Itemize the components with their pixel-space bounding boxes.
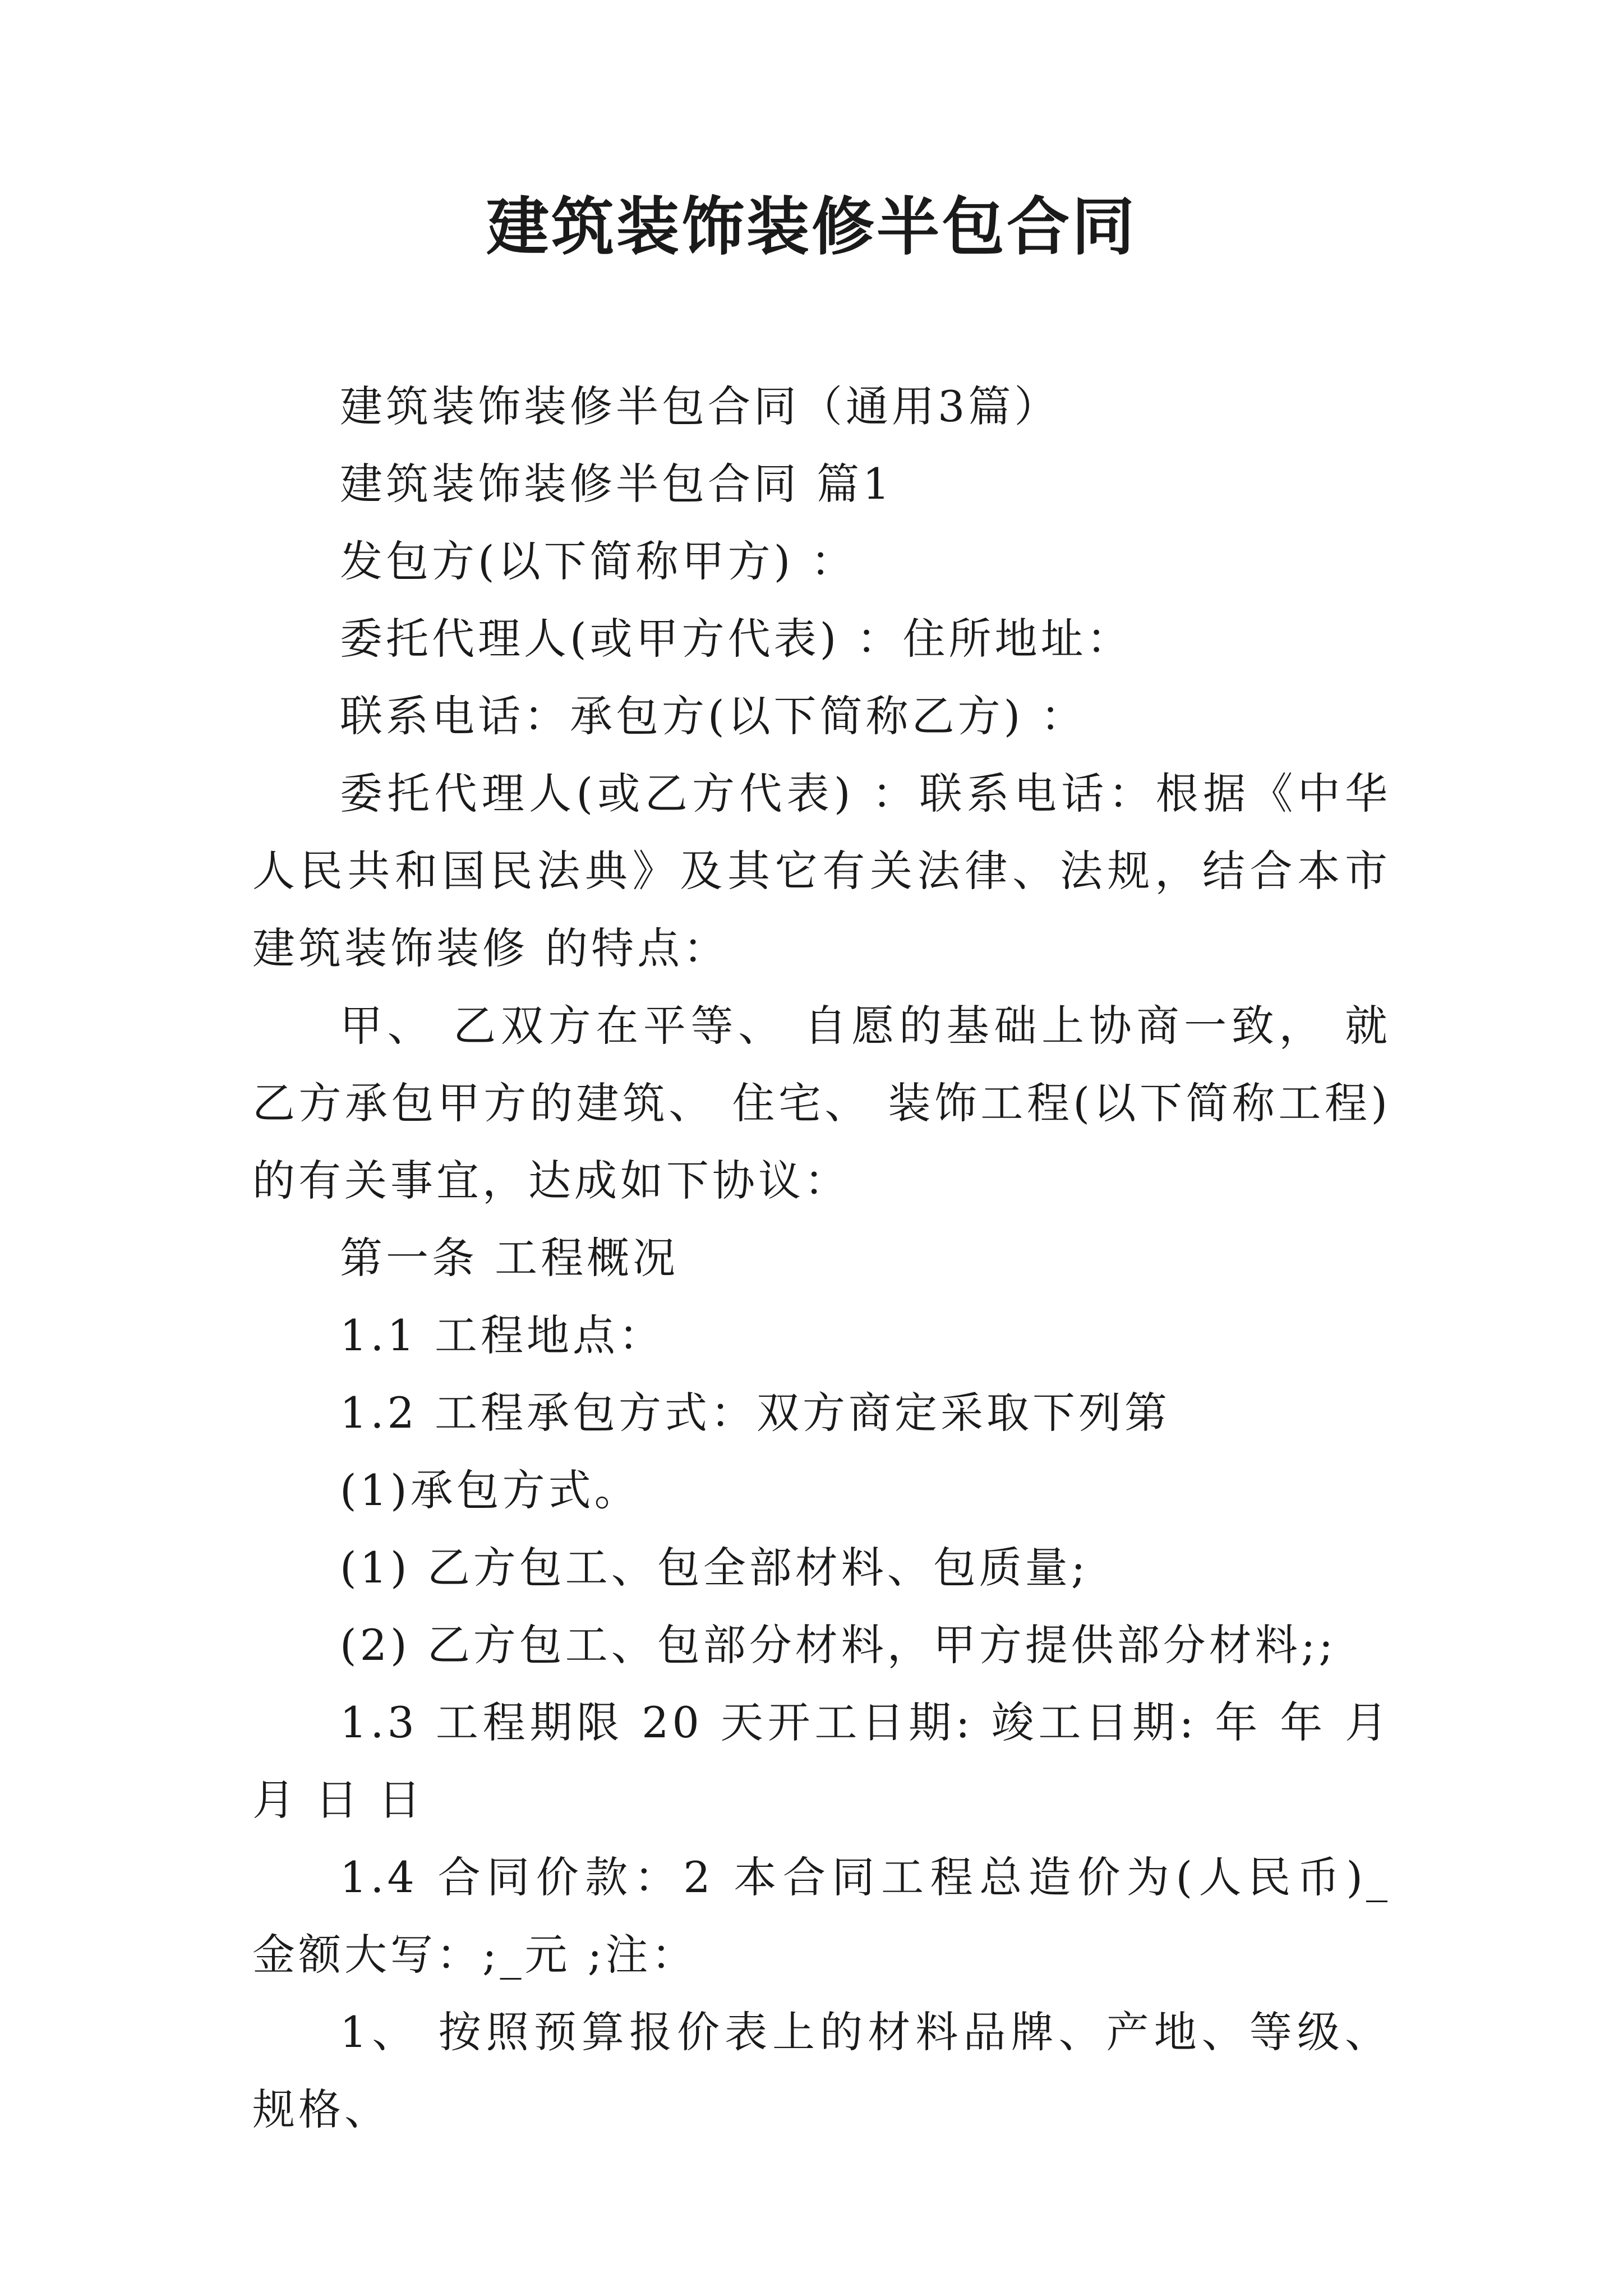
paragraph-agreement-intro: 甲、 乙双方在平等、 自愿的基础上协商一致， 就乙方承包甲方的建筑、 住宅、 装饰工程(以下简称工程)的有关事宜，达成如下协议：	[252, 1001, 1391, 1205]
paragraph-party-a-agent: 委托代理人(或甲方代表) ：住所地址：	[340, 614, 1133, 664]
paragraph-note-1: 1、 按照预算报价表上的材料品牌、产地、等级、规格、	[252, 2007, 1391, 2134]
paragraph-subtitle: 建筑装饰装修半包合同（通用3篇）	[340, 381, 1061, 431]
paragraph-contract-method: (1)承包方式。	[340, 1465, 640, 1515]
paragraph-clause-1-1: 1.1 工程地点：	[340, 1310, 665, 1360]
paragraph-party-a: 发包方(以下简称甲方) ：	[340, 536, 857, 586]
paragraph-method-option-2: (2) 乙方包工、包部分材料，甲方提供部分材料;;	[340, 1620, 1337, 1670]
paragraph-party-b-agent: 委托代理人(或乙方代表) ：联系电话：根据《中华人民共和国民法典》及其它有关法律、法规，结合本市建筑装饰装修 的特点：	[252, 769, 1391, 973]
paragraph-clause-1-3: 1.3 工程期限 20 天开工日期: 竣工日期: 年 年 月 月 日 日	[252, 1697, 1391, 1825]
paragraph-clause-1-2: 1.2 工程承包方式：双方商定采取下列第	[340, 1388, 1171, 1438]
paragraph-method-option-1: (1) 乙方包工、包全部材料、包质量;	[340, 1543, 1089, 1593]
document-body	[252, 368, 1391, 2148]
paragraph-clause-1-4: 1.4 合同价款：2 本合同工程总造价为(人民币)_ 金额大写：;_元 ;注：	[252, 1852, 1391, 1980]
paragraph-party-b: 联系电话：承包方(以下简称乙方) ：	[340, 691, 1087, 741]
paragraph-section-heading: 建筑装饰装修半包合同 篇1	[340, 459, 893, 509]
document-title: 建筑装饰装修半包合同	[486, 190, 1137, 264]
paragraph-article-1-heading: 第一条 工程概况	[340, 1233, 679, 1283]
